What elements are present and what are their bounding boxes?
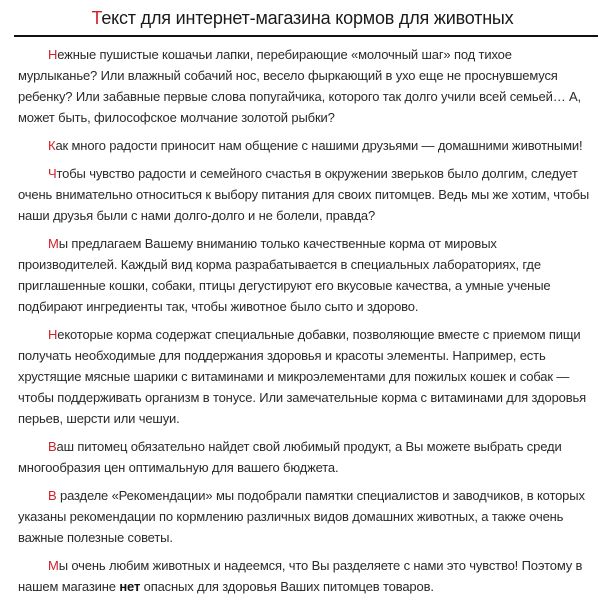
paragraph-text: аш питомец обязательно найдет свой любимый продукт, а Вы можете выбрать среди многообразия цен оптимальную для вашего бюджета.: [18, 439, 562, 475]
drop-letter: М: [48, 236, 59, 251]
paragraph-text: екоторые корма содержат специальные добавки, позволяющие вместе с приемом пищи получать необходимые для поддержания здоровья и красоты элементы. Например, есть хрустящие мясные шарики с витаминами и микроэлементами для пожилых кошек и собак — чтобы поддерживать организм в тонусе. Или замечательные корма с витаминами для здоровья перьев, шерсти или чешуи.: [18, 327, 586, 426]
paragraph: [18, 436, 592, 478]
drop-letter: В: [48, 439, 57, 454]
paragraph: [18, 135, 592, 156]
drop-letter: Н: [48, 327, 58, 342]
paragraph: [18, 324, 592, 429]
page-title: [0, 8, 605, 29]
drop-letter: Н: [48, 47, 58, 62]
paragraph-text: ы предлагаем Вашему вниманию только качественные корма от мировых производителей. Каждый вид корма разрабатывается в специальных лабораториях, где приглашенные кошки, собаки, птицы дегустируют его вкусовые качества, а умные ученые подбирают ингредиенты так, чтобы животное было сыто и здорово.: [18, 236, 551, 314]
paragraph: [18, 485, 592, 548]
drop-letter: М: [48, 558, 59, 573]
paragraph-text: ежные пушистые кошачьи лапки, перебирающие «молочный шаг» под тихое мурлыканье? Или влажный собачий нос, весело фыркающий в ухо еще не проснувшемуся ребенку? Или забавные первые слова попугайчика, которого так долго учили всей семьей… А, может быть, философское молчание золотой рыбки?: [18, 47, 582, 125]
title-first-letter: Т: [91, 8, 102, 28]
drop-letter: Ч: [48, 166, 57, 181]
paragraph-text: ак много радости приносит нам общение с нашими друзьями — домашними животными!: [55, 138, 583, 153]
paragraph-text: тобы чувство радости и семейного счастья в окружении зверьков было долгим, следует очень внимательно относиться к выбору питания для своих питомцев. Ведь мы же хотим, чтобы наши друзья были с нами долго-долго и не болели, правда?: [18, 166, 590, 223]
paragraph-last: [18, 555, 592, 597]
document-body: [18, 44, 592, 604]
title-text: екст для интернет-магазина кормов для животных: [101, 8, 514, 28]
drop-letter: К: [48, 138, 56, 153]
emphasis-text: нет: [119, 579, 141, 594]
paragraph: [18, 233, 592, 317]
paragraph-text: опасных для здоровья Ваших питомцев товаров.: [140, 579, 434, 594]
paragraph: [18, 44, 592, 128]
paragraph-text: разделе «Рекомендации» мы подобрали памятки специалистов и заводчиков, в которых указаны рекомендации по кормлению различных видов домашних животных, а также очень важные полезные советы.: [18, 488, 585, 545]
paragraph-text: ы очень любим животных и надеемся, что Вы разделяете с нами это чувство! Поэтому в нашем магазине: [18, 558, 583, 594]
drop-letter: В: [48, 488, 57, 503]
title-divider: [14, 35, 598, 37]
paragraph: [18, 163, 592, 226]
